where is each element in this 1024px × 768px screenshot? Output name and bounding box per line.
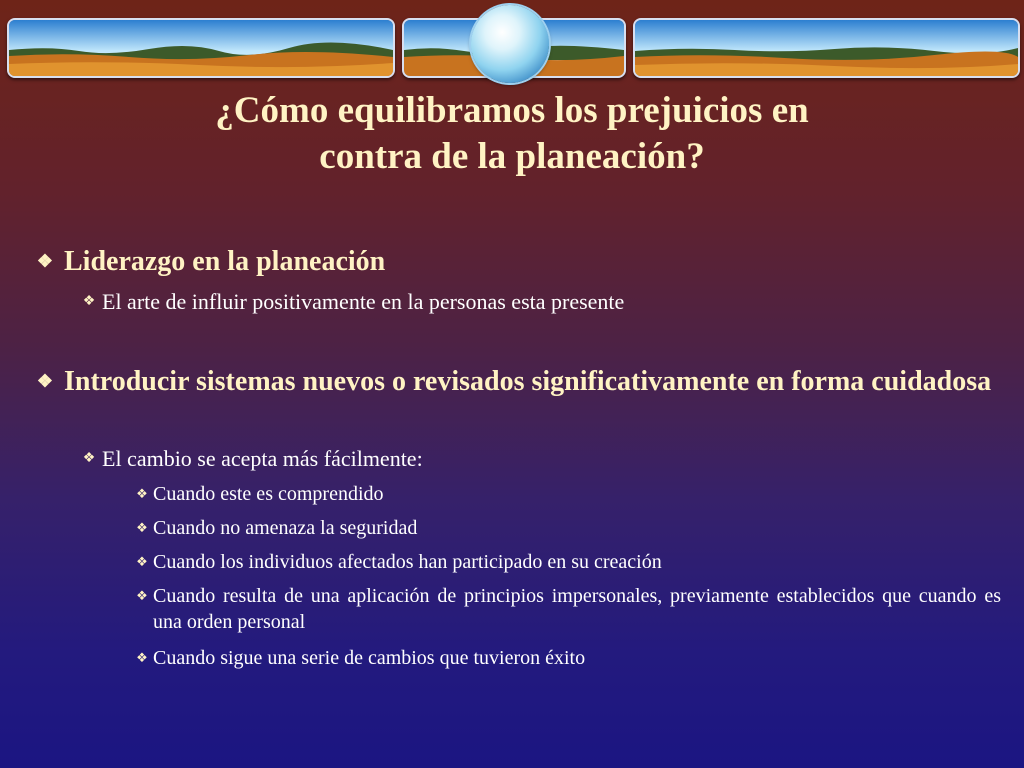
title-line-1: ¿Cómo equilibramos los prejuicios en [215,90,809,131]
list-item [131,481,1001,507]
list-item [131,515,1001,541]
list-item-text: El cambio se acepta más fácilmente: [102,446,423,471]
diamond-bullet-icon: ❖ [82,294,96,309]
list-item-text: Cuando este es comprendido [153,483,384,505]
list-item-text: Cuando no amenaza la seguridad [153,517,418,539]
diamond-bullet-icon: ❖ [36,371,54,391]
list-item-text: Cuando sigue una serie de cambios que tuvieron éxito [153,647,586,669]
list-item [131,549,1001,575]
list-item [26,244,1001,279]
list-item [76,288,1001,316]
list-item [76,445,1001,473]
diamond-bullet-icon: ❖ [82,451,96,466]
diamond-bullet-icon: ❖ [136,486,148,501]
list-item-text: Introducir sistemas nuevos o revisados significativamente en forma cuidadosa [64,366,992,397]
diamond-bullet-icon: ❖ [136,588,148,603]
diamond-bullet-icon: ❖ [136,554,148,569]
list-item-text: Cuando los individuos afectados han participado en su creación [153,551,662,573]
list-item-text: Cuando resulta de una aplicación de principios impersonales, previamente establecidos que cuando es una orden personal [153,585,1001,633]
diamond-bullet-icon: ❖ [136,650,148,665]
list-item [131,645,1001,671]
list-item [131,583,1001,635]
title-line-2: contra de la planeación? [319,136,705,177]
list-item [26,364,1001,399]
diamond-bullet-icon: ❖ [36,251,54,271]
diamond-bullet-icon: ❖ [136,520,148,535]
list-item-text: El arte de influir positivamente en la personas esta presente [102,289,625,314]
list-item-text: Liderazgo en la planeación [64,246,386,277]
